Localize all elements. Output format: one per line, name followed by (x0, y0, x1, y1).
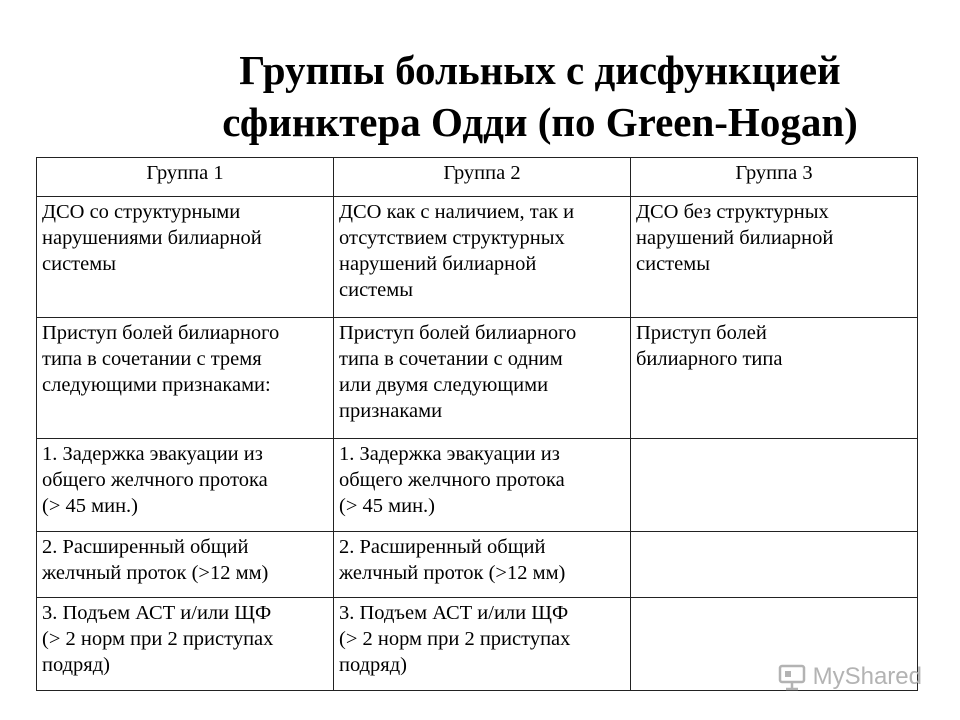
cell-line: 1. Задержка эвакуации из (42, 443, 263, 465)
cell-line: ДСО как с наличием, так и (339, 201, 575, 223)
table-cell (334, 598, 631, 691)
cell-line: ДСО без структурных (636, 201, 829, 223)
cell-line: Приступ болей (636, 322, 767, 344)
cell-line: билиарного типа (636, 348, 783, 370)
cell-line: нарушений билиарной (339, 253, 537, 275)
cell-line: следующими признаками: (42, 374, 271, 396)
cell-line: системы (339, 279, 413, 301)
cell-line: (> 45 мин.) (339, 495, 436, 517)
cell-line: подряд) (339, 654, 407, 676)
cell-line: нарушений билиарной (636, 227, 834, 249)
table-cell (37, 439, 334, 532)
watermark-text: MyShared (812, 663, 922, 690)
table-cell (334, 197, 631, 318)
cell-line: или двумя следующими (339, 374, 549, 396)
cell-line: системы (42, 253, 116, 275)
table-cell (631, 532, 918, 598)
cell-line: типа в сочетании с тремя (42, 348, 262, 370)
slide-title (120, 44, 960, 148)
table-cell (37, 598, 334, 691)
cell-line: (> 45 мин.) (42, 495, 139, 517)
cell-line: нарушениями билиарной (42, 227, 262, 249)
table-row (37, 197, 918, 318)
cell-line: ДСО со структурными (42, 201, 241, 223)
cell-line: отсутствием структурных (339, 227, 565, 249)
cell-line: Приступ болей билиарного (42, 322, 280, 344)
table-cell (334, 532, 631, 598)
cell-line: 2. Расширенный общий (339, 536, 546, 558)
table-cell (334, 318, 631, 439)
cell-line: системы (636, 253, 710, 275)
cell-line: 1. Задержка эвакуации из (339, 443, 560, 465)
table-row (37, 439, 918, 532)
slide-title-line-2: сфинктера Одди (по Green-Hogan) (222, 99, 858, 145)
cell-line: общего желчного протока (339, 469, 565, 491)
cell-line: Приступ болей билиарного (339, 322, 577, 344)
cell-line: признаками (339, 400, 443, 422)
header-group-3: Группа 3 (631, 158, 918, 197)
cell-line: общего желчного протока (42, 469, 268, 491)
table-cell (37, 318, 334, 439)
table-cell (631, 439, 918, 532)
presentation-board-icon (777, 662, 807, 692)
table-row (37, 532, 918, 598)
cell-line: 2. Расширенный общий (42, 536, 249, 558)
header-group-2: Группа 2 (334, 158, 631, 197)
table-cell (631, 318, 918, 439)
cell-line: (> 2 норм при 2 приступах (339, 628, 571, 650)
groups-table (36, 157, 918, 691)
cell-line: желчный проток (>12 мм) (339, 562, 566, 584)
myshared-watermark (777, 662, 922, 692)
cell-line: подряд) (42, 654, 110, 676)
slide-title-line-1: Группы больных с дисфункцией (239, 47, 841, 93)
cell-line: (> 2 норм при 2 приступах (42, 628, 274, 650)
table-cell (37, 197, 334, 318)
table-cell (37, 532, 334, 598)
table-header-row (37, 158, 918, 197)
table-cell (631, 197, 918, 318)
cell-line: типа в сочетании с одним (339, 348, 563, 370)
cell-line: 3. Подъем АСТ и/или ЩФ (42, 602, 272, 624)
cell-line: желчный проток (>12 мм) (42, 562, 269, 584)
cell-line: 3. Подъем АСТ и/или ЩФ (339, 602, 569, 624)
table-cell (334, 439, 631, 532)
header-group-1: Группа 1 (37, 158, 334, 197)
table-row (37, 318, 918, 439)
